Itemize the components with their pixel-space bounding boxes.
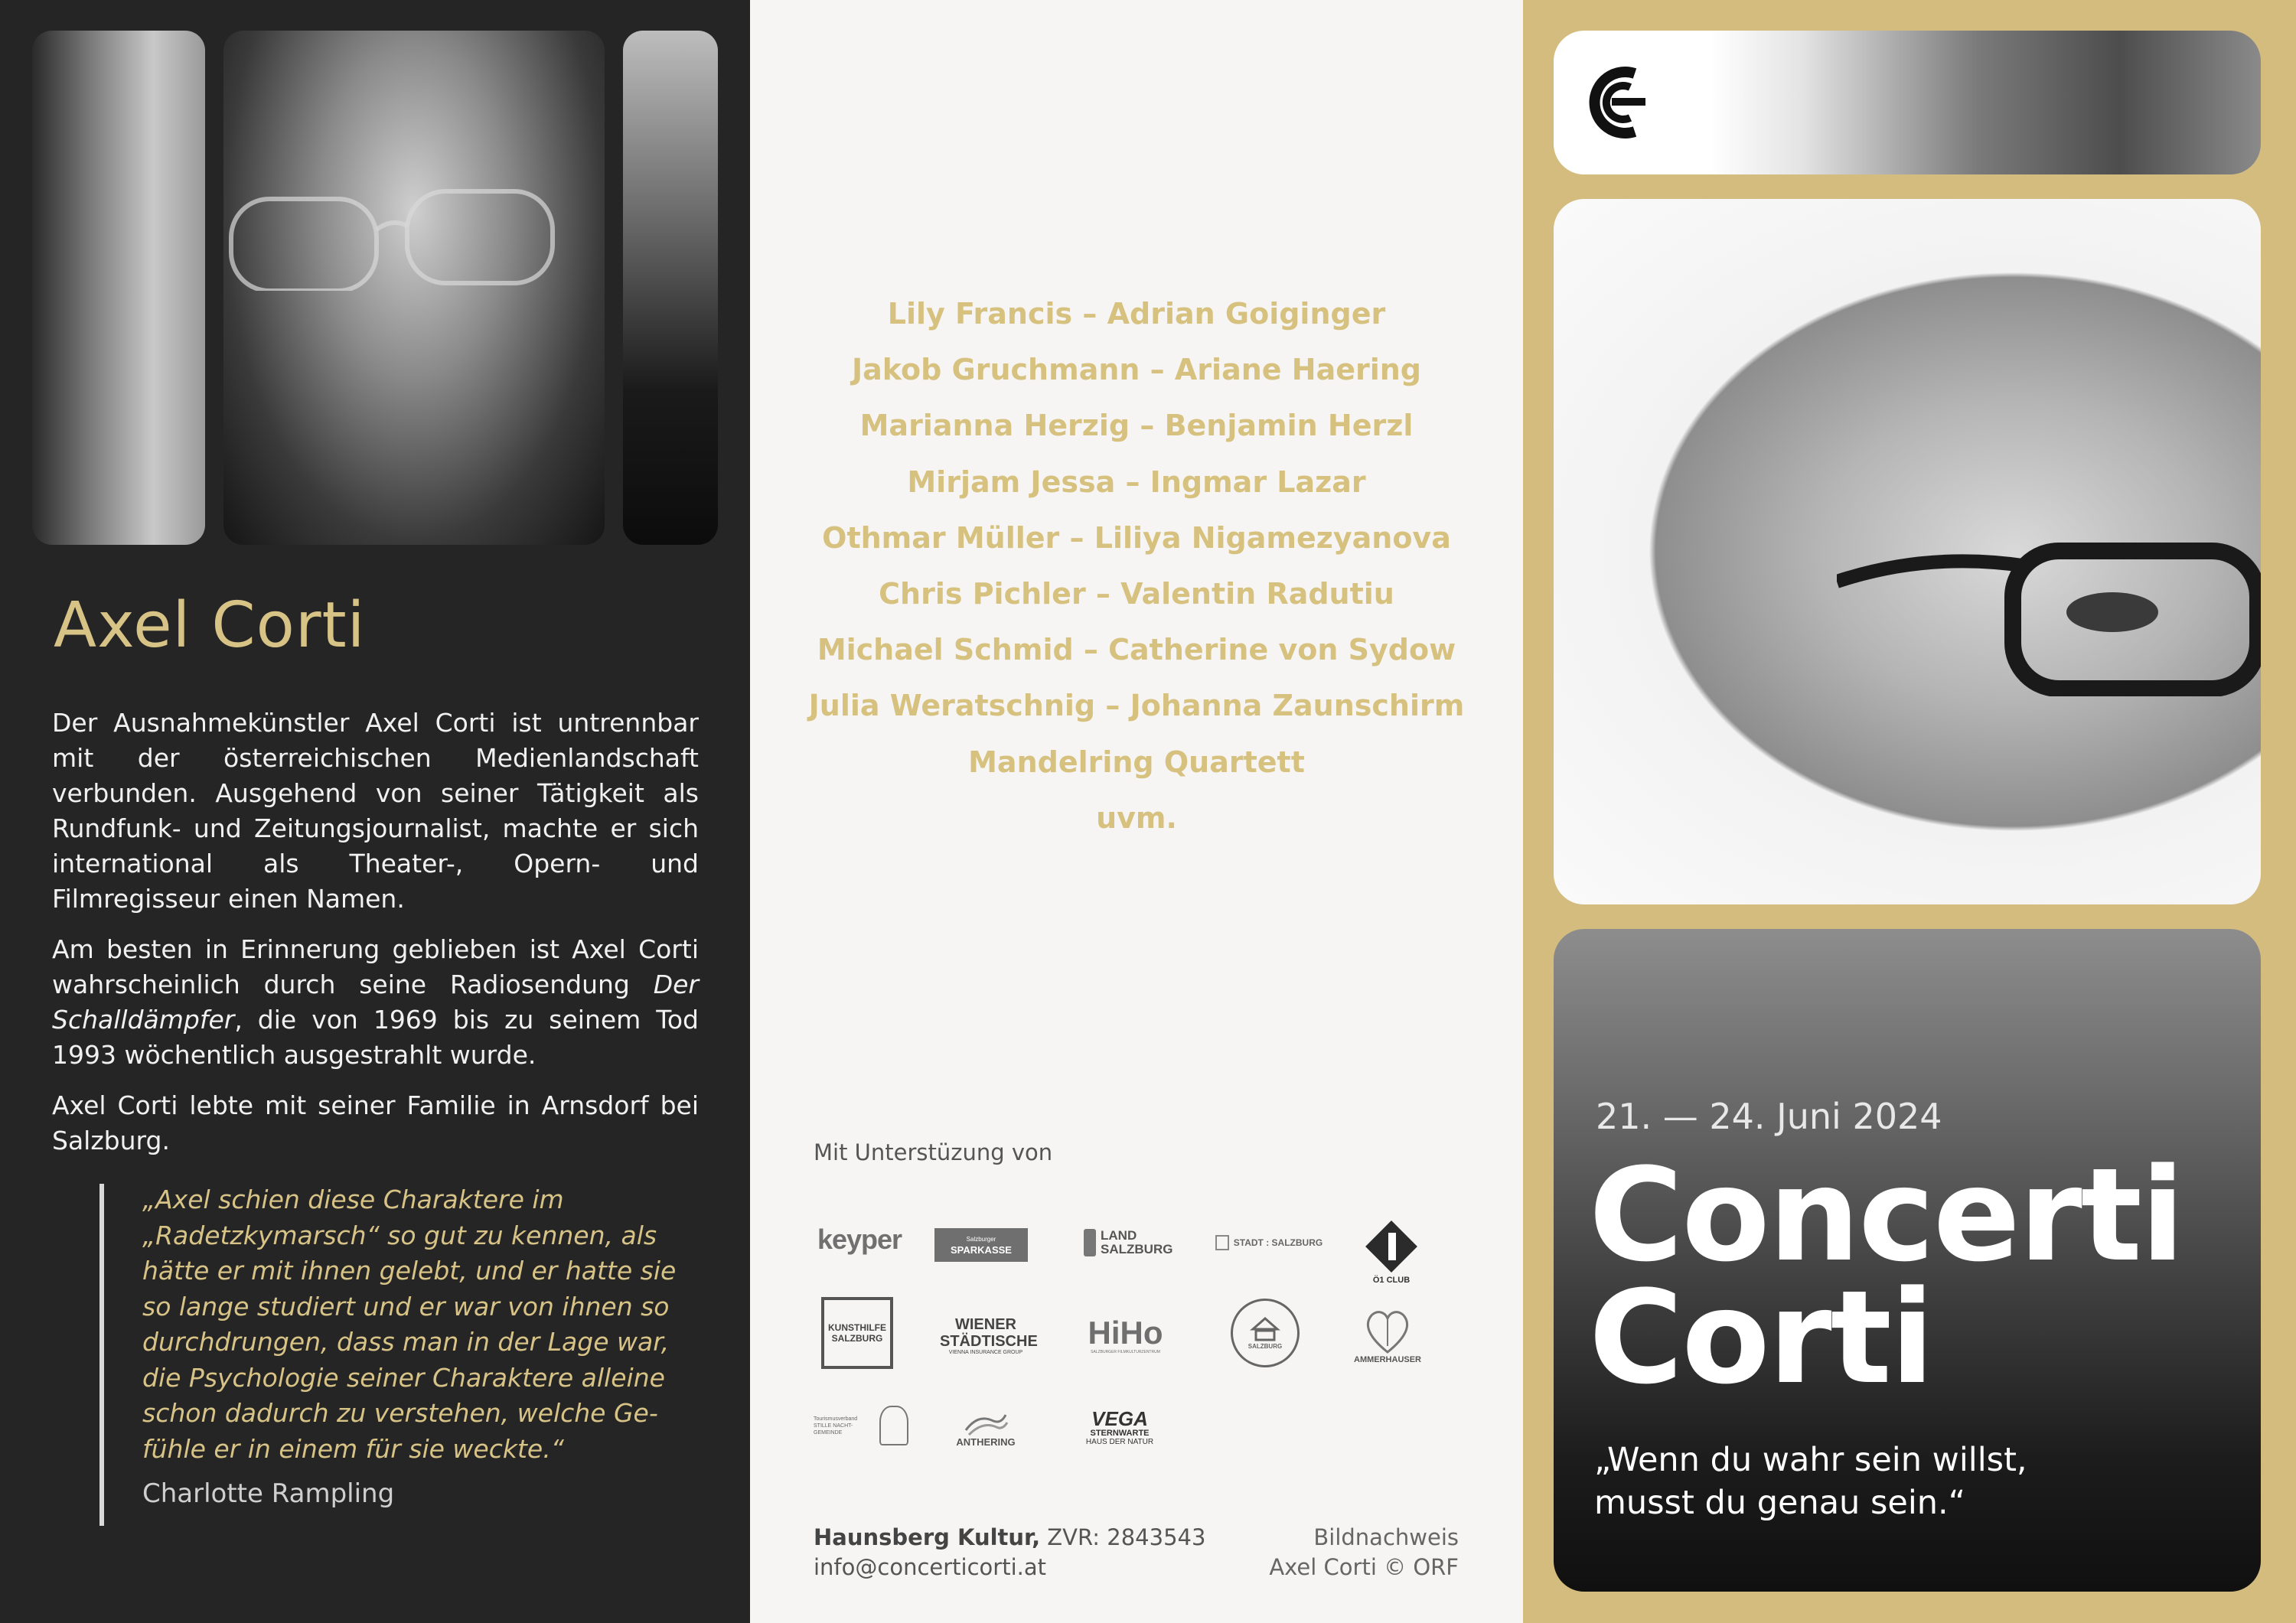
keyper-logo: keyper (817, 1224, 902, 1255)
anthering-logo (944, 1400, 1028, 1454)
quote-bar (99, 1184, 104, 1526)
sparkasse-logo (934, 1228, 1028, 1262)
quote-line: die Psychologie seiner Charaktere alleine (142, 1362, 665, 1393)
kunsthilfe-logo: KUNSTHILFE SALZBURG (821, 1297, 893, 1369)
organizer-zvr: ZVR: 2843543 (1040, 1524, 1206, 1550)
quote-line: fühle er in einem für sie weckte.“ (142, 1433, 564, 1464)
credit-label: Bildnachweis (1313, 1524, 1459, 1550)
event-title-line: Corti (1589, 1263, 1933, 1413)
artist-list-item: uvm. (1096, 800, 1177, 835)
building-icon (1250, 1317, 1280, 1343)
quote-author: Charlotte Rampling (142, 1478, 395, 1509)
header-photo-card (1554, 31, 2261, 174)
artist-list-item: Julia Weratschnig – Johanna Zaunschirm (808, 689, 1465, 723)
organizer-info (814, 1523, 1205, 1582)
hiho-logo (1081, 1309, 1169, 1362)
concerti-corti-logo-icon (1581, 58, 1655, 147)
person-name-heading: Axel Corti (54, 589, 366, 662)
artist-list-item: Lily Francis – Adrian Goiginger (887, 297, 1386, 331)
waves-icon (963, 1407, 1009, 1436)
portrait-photo-strip-right (623, 31, 718, 545)
left-panel (0, 0, 750, 1623)
oe1-club-logo (1353, 1213, 1430, 1289)
organizer-name: Haunsberg Kultur, (814, 1524, 1041, 1550)
organizer-line (814, 1523, 1205, 1553)
stadt-salzburg-crest-icon (1215, 1235, 1229, 1250)
oe1-diamond-icon (1362, 1217, 1420, 1276)
bio-paragraph (52, 932, 699, 1073)
quote-line: „Axel schien diese Charaktere im (142, 1185, 564, 1214)
sternwarte-logo (1074, 1396, 1166, 1458)
artist-list (750, 291, 1523, 851)
quote (142, 1182, 693, 1467)
anthering-text: ANTHERING (956, 1436, 1016, 1448)
artist-list-item: Othmar Müller – Liliya Nigamezyanova (822, 520, 1451, 555)
ammerhauser-logo (1342, 1297, 1433, 1374)
biography (52, 706, 699, 1174)
ammerhauser-text: AMMERHAUSER (1354, 1355, 1421, 1364)
sponsor-logos (814, 1205, 1441, 1465)
hiho-text: HiHo (1088, 1315, 1163, 1351)
artist-list-item: Mandelring Quartett (968, 745, 1305, 779)
stadt-salzburg-text: STADT : SALZBURG (1233, 1237, 1323, 1248)
sparkasse-text: SPARKASSE (951, 1244, 1012, 1256)
quote-line: schon dadurch zu verstehen, welche Ge- (142, 1398, 658, 1428)
portrait-photo-card (1554, 199, 2261, 904)
credit-value: Axel Corti © ORF (1269, 1554, 1459, 1580)
contact-email[interactable]: info@concerticorti.at (814, 1554, 1046, 1580)
sponsor-label: Mit Unterstüzung von (814, 1139, 1053, 1165)
bio-paragraph: Axel Corti lebte mit seiner Familie in Arnsdorf bei Salzburg. (52, 1090, 699, 1155)
event-title (1589, 1140, 2183, 1413)
seal-logo (1231, 1299, 1300, 1367)
quote-line: durchdrungen, dass man in der Lage war, (142, 1327, 670, 1357)
motto-line: musst du genau sein.“ (1594, 1484, 1965, 1522)
portrait-photo-main (223, 31, 605, 545)
wiener-staedtische-subtitle: VIENNA INSURANCE GROUP (948, 1349, 1023, 1355)
event-motto (1594, 1439, 2027, 1524)
radio-show-title: Der Schalldämpfer (52, 970, 699, 1035)
bio-text: Am besten in Erinnerung geblieben ist Axel Corti wahrscheinlich durch seine Radiosendung (52, 934, 699, 999)
glasses-illustration (223, 184, 605, 291)
portrait-photo-strip-left (32, 31, 205, 545)
quote-line: so lange studiert und er war von ihnen so (142, 1291, 670, 1322)
quote-line: „Radetzkymarsch“ so gut zu kennen, als (142, 1220, 657, 1250)
hiho-subtitle: SALZBURGER FILMKULTURZENTRUM (1091, 1350, 1160, 1354)
portrait-icon (879, 1406, 908, 1445)
event-title-line: Concerti (1589, 1140, 2183, 1290)
tourismusverband-text: Tourismusverband STILLE NACHT-GEMEINDE (814, 1416, 858, 1436)
stadt-salzburg-logo (1212, 1231, 1326, 1254)
wiener-staedtische-text: WIENER STÄDTISCHE (940, 1315, 1038, 1350)
tourismusverband-logo (814, 1403, 921, 1449)
seal-text: SALZBURG (1247, 1342, 1283, 1350)
quote-line: hätte er mit ihnen gelebt, und er hatte sie (142, 1256, 677, 1286)
glasses-illustration (1837, 528, 2261, 696)
sternwarte-text: STERNWARTE (1090, 1428, 1150, 1438)
event-dates: 21. — 24. Juni 2024 (1596, 1096, 1942, 1137)
image-credits (1269, 1523, 1459, 1582)
land-salzburg-logo (1079, 1224, 1179, 1262)
artist-list-item: Jakob Gruchmann – Ariane Haering (851, 353, 1422, 387)
oe1-club-text: Ö1 CLUB (1372, 1276, 1411, 1285)
motto-line: „Wenn du wahr sein willst, (1594, 1441, 2027, 1479)
artist-list-item: Mirjam Jessa – Ingmar Lazar (907, 464, 1366, 499)
vega-text: VEGA (1091, 1406, 1148, 1430)
haus-der-natur-text: HAUS DER NATUR (1085, 1437, 1154, 1446)
land-salzburg-text: LAND SALZBURG (1101, 1228, 1173, 1256)
middle-panel (750, 0, 1523, 1623)
wiener-staedtische-logo (932, 1305, 1039, 1366)
sparkasse-small-text: Salzburger (966, 1236, 996, 1243)
artist-list-item: Michael Schmid – Catherine von Sydow (817, 633, 1456, 667)
artist-list-item: Marianna Herzig – Benjamin Herzl (859, 409, 1414, 443)
artist-list-item: Chris Pichler – Valentin Radutiu (879, 576, 1394, 611)
heart-leaf-icon (1361, 1306, 1414, 1355)
bio-paragraph: Der Ausnahmekünstler Axel Corti ist untrennbar mit der österreichischen Medienlandschaft verbunden. Ausgehend von seiner Tätigkeit als Rundfunk- und Zeitungsjournalist, machte er sich international als Theater-, Opern- und Filmregisseur einen Namen. (52, 708, 699, 914)
land-salzburg-crest-icon (1084, 1229, 1096, 1256)
bio-text: , die von 1969 bis zu seinem Tod 1993 wöchentlich ausgestrahlt wurde. (52, 1005, 699, 1070)
